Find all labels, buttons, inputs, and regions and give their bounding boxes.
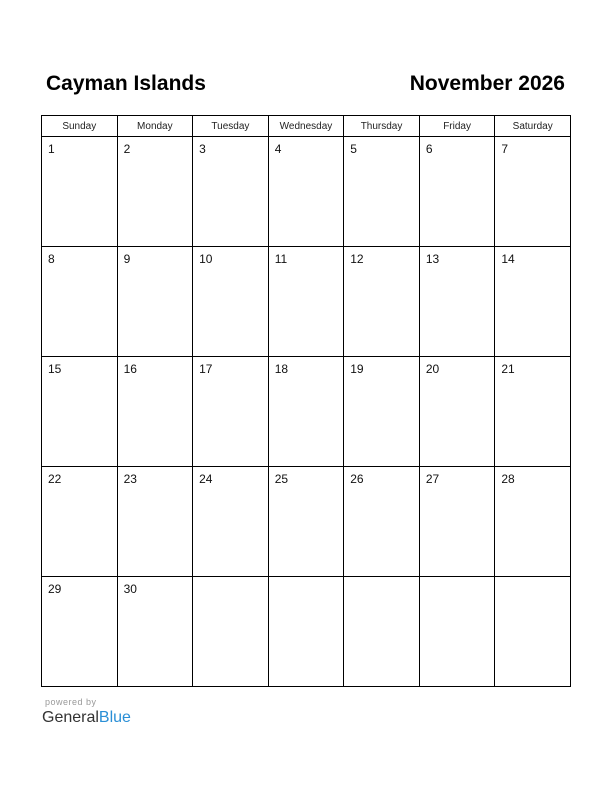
week-row-4 bbox=[42, 467, 571, 577]
weekday-monday: Monday bbox=[117, 116, 193, 137]
powered-by-label: powered by bbox=[45, 697, 97, 707]
day-number: 1 bbox=[48, 142, 55, 156]
day-cell bbox=[495, 577, 571, 687]
day-number: 15 bbox=[48, 362, 62, 376]
day-number: 20 bbox=[425, 362, 440, 376]
day-number: 17 bbox=[199, 362, 213, 376]
day-cell bbox=[117, 247, 193, 357]
week-row-1 bbox=[42, 137, 571, 247]
calendar-grid bbox=[41, 115, 571, 687]
day-number: 3 bbox=[199, 142, 206, 156]
day-number: 26 bbox=[350, 472, 364, 486]
day-cell bbox=[193, 137, 269, 247]
weekday-tuesday: Tuesday bbox=[193, 116, 269, 137]
day-cell bbox=[193, 467, 269, 577]
day-number: 10 bbox=[199, 252, 213, 266]
day-cell bbox=[42, 577, 118, 687]
weekday-sunday: Sunday bbox=[42, 116, 118, 137]
day-cell bbox=[42, 247, 118, 357]
day-number: 16 bbox=[123, 362, 137, 376]
day-number: 12 bbox=[350, 252, 364, 266]
day-number: 27 bbox=[425, 472, 440, 486]
day-number: 6 bbox=[425, 142, 433, 156]
day-number: 25 bbox=[274, 472, 289, 486]
day-cell bbox=[419, 357, 495, 467]
day-number bbox=[420, 577, 495, 582]
day-cell bbox=[344, 357, 420, 467]
day-cell bbox=[344, 247, 420, 357]
day-cell bbox=[193, 577, 269, 687]
day-cell bbox=[268, 357, 344, 467]
day-number bbox=[495, 577, 570, 582]
day-cell bbox=[495, 357, 571, 467]
day-cell bbox=[117, 577, 193, 687]
day-cell bbox=[193, 357, 269, 467]
day-number: 21 bbox=[501, 362, 515, 376]
brand-blue-text: Blue bbox=[98, 709, 131, 726]
day-number: 7 bbox=[501, 142, 509, 156]
day-cell bbox=[268, 137, 344, 247]
day-cell bbox=[419, 247, 495, 357]
weekday-friday: Friday bbox=[419, 116, 495, 137]
day-cell bbox=[495, 137, 571, 247]
day-cell bbox=[268, 467, 344, 577]
day-cell bbox=[495, 247, 571, 357]
weekday-wednesday: Wednesday bbox=[268, 116, 344, 137]
weekday-thursday: Thursday bbox=[344, 116, 420, 137]
day-number: 5 bbox=[350, 142, 357, 156]
day-cell bbox=[117, 357, 193, 467]
day-number: 8 bbox=[48, 252, 55, 266]
day-number: 14 bbox=[501, 252, 515, 266]
day-cell bbox=[419, 467, 495, 577]
day-number bbox=[269, 577, 344, 582]
weekday-header-row bbox=[42, 116, 571, 137]
generalblue-logo[interactable] bbox=[42, 709, 131, 727]
day-number: 9 bbox=[123, 252, 131, 266]
day-number: 23 bbox=[123, 472, 137, 486]
week-row-2 bbox=[42, 247, 571, 357]
day-number: 4 bbox=[274, 142, 282, 156]
day-number: 29 bbox=[48, 582, 62, 596]
country-title: Cayman Islands bbox=[46, 72, 206, 95]
day-number: 18 bbox=[274, 362, 289, 376]
day-cell bbox=[268, 577, 344, 687]
day-number: 19 bbox=[350, 362, 364, 376]
day-cell bbox=[117, 137, 193, 247]
day-cell bbox=[344, 467, 420, 577]
day-number: 11 bbox=[274, 252, 288, 266]
day-number: 2 bbox=[123, 142, 131, 156]
day-cell bbox=[42, 137, 118, 247]
week-row-3 bbox=[42, 357, 571, 467]
day-cell bbox=[42, 357, 118, 467]
day-number bbox=[193, 577, 268, 582]
day-cell bbox=[344, 577, 420, 687]
day-cell bbox=[344, 137, 420, 247]
day-number: 22 bbox=[48, 472, 62, 486]
day-cell bbox=[42, 467, 118, 577]
day-number bbox=[344, 577, 419, 582]
day-number: 24 bbox=[199, 472, 213, 486]
day-number: 30 bbox=[123, 582, 137, 596]
day-cell bbox=[193, 247, 269, 357]
week-row-5 bbox=[42, 577, 571, 687]
day-cell bbox=[419, 137, 495, 247]
day-cell bbox=[268, 247, 344, 357]
weekday-saturday: Saturday bbox=[495, 116, 571, 137]
brand-general-text: General bbox=[42, 709, 99, 726]
day-cell bbox=[495, 467, 571, 577]
day-cell bbox=[117, 467, 193, 577]
day-cell bbox=[419, 577, 495, 687]
day-number: 28 bbox=[501, 472, 515, 486]
day-number: 13 bbox=[425, 252, 440, 266]
month-year-title: November 2026 bbox=[409, 72, 565, 95]
